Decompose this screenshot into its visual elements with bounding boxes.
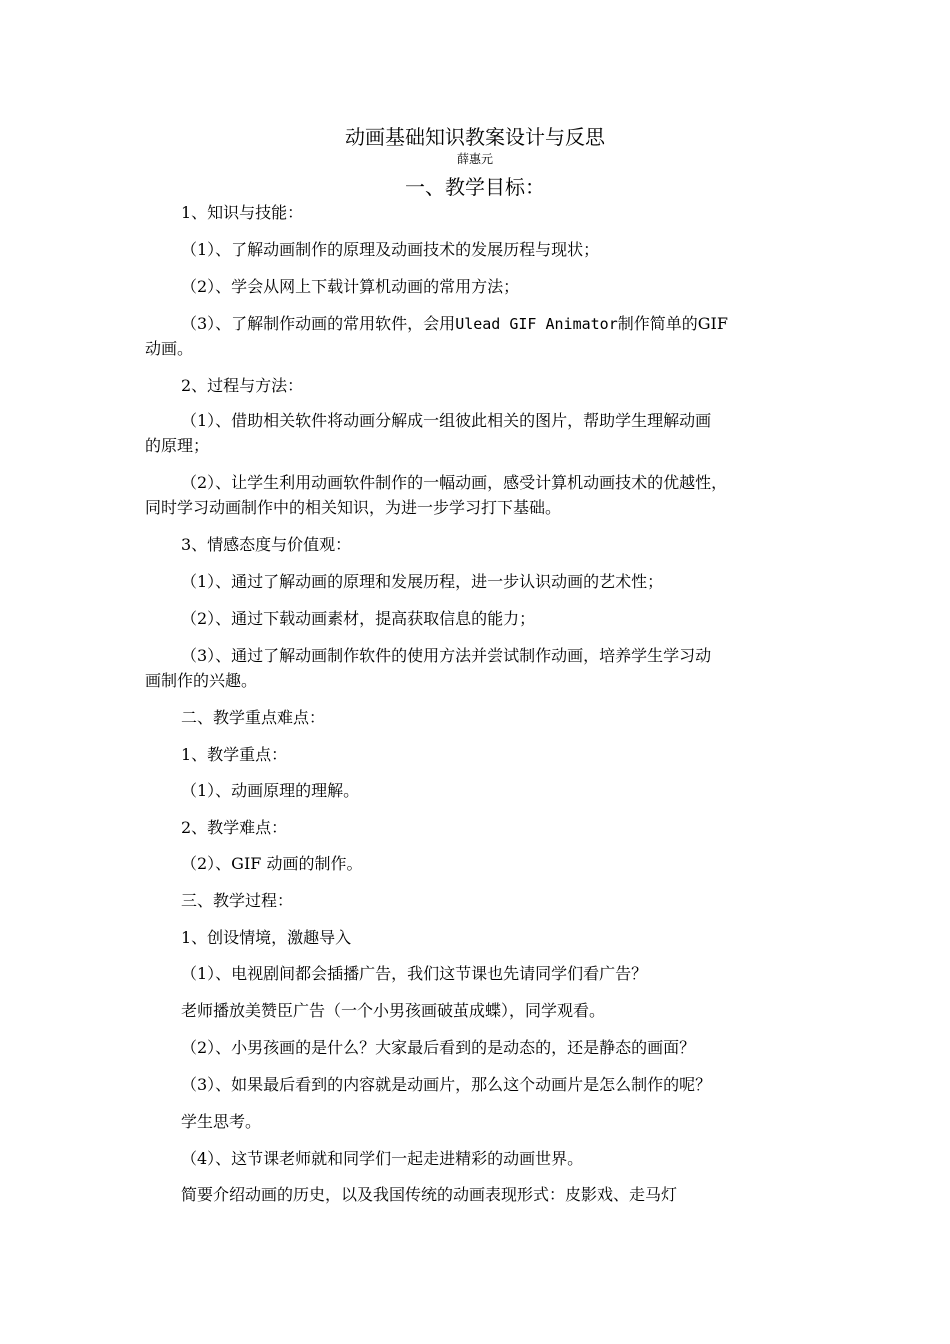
process-paragraph: 老师播放美赞臣广告（一个小男孩画破茧成蝶），同学观看。 <box>181 1001 606 1020</box>
software-name: Ulead GIF Animator <box>455 315 618 333</box>
document-title: 动画基础知识教案设计与反思 <box>345 125 605 149</box>
objective-item-continued: 画制作的兴趣。 <box>145 671 258 690</box>
focus-item: （1）、动画原理的理解。 <box>181 781 360 800</box>
process-paragraph: （2）、小男孩画的是什么？大家最后看到的是动态的，还是静态的画面？ <box>181 1038 696 1057</box>
objective-item-continued: 动画。 <box>145 339 194 358</box>
objective-item: （3）、通过了解动画制作软件的使用方法并尝试制作动画，培养学生学习动 <box>181 646 712 665</box>
process-paragraph: 简要介绍动画的历史，以及我国传统的动画表现形式：皮影戏、走马灯 <box>181 1185 678 1204</box>
process-step-heading: 1、创设情境，激趣导入 <box>181 928 352 947</box>
subheading-difficulty: 2、教学难点： <box>181 818 288 837</box>
author-name: 薛惠元 <box>456 152 493 166</box>
objective-item <box>181 314 728 334</box>
section-heading-key-points: 二、教学重点难点： <box>181 708 326 727</box>
format-name: GIF <box>697 314 728 333</box>
difficulty-item: （2）、GIF 动画的制作。 <box>181 854 363 873</box>
process-paragraph: （1）、电视剧间都会插播广告，我们这节课也先请同学们看广告？ <box>181 964 648 983</box>
objective-item: （1）、了解动画制作的原理及动画技术的发展历程与现状； <box>181 240 600 259</box>
process-paragraph: （3）、如果最后看到的内容就是动画片，那么这个动画片是怎么制作的呢？ <box>181 1075 712 1094</box>
objective-item: （2）、让学生利用动画软件制作的一幅动画，感受计算机动画技术的优越性， <box>181 473 728 492</box>
objective-item: （2）、学会从网上下载计算机动画的常用方法； <box>181 277 520 296</box>
objective-item: （1）、通过了解动画的原理和发展历程，进一步认识动画的艺术性； <box>181 572 664 591</box>
subheading-knowledge-skills: 1、知识与技能： <box>181 203 304 222</box>
text-span: 制作简单的 <box>617 314 698 333</box>
section-heading-process: 三、教学过程： <box>181 891 294 910</box>
process-paragraph: （4）、这节课老师就和同学们一起走进精彩的动画世界。 <box>181 1149 584 1168</box>
subheading-focus: 1、教学重点： <box>181 745 288 764</box>
objective-item-continued: 同时学习动画制作中的相关知识，为进一步学习打下基础。 <box>145 498 562 517</box>
process-paragraph: 学生思考。 <box>181 1112 262 1131</box>
section-heading-objectives: 一、教学目标： <box>405 175 545 199</box>
subheading-emotion-values: 3、情感态度与价值观： <box>181 535 352 554</box>
objective-item: （2）、通过下载动画素材，提高获取信息的能力； <box>181 609 536 628</box>
subheading-process-method: 2、过程与方法： <box>181 376 304 395</box>
objective-item-continued: 的原理； <box>145 436 210 455</box>
objective-item: （1）、借助相关软件将动画分解成一组彼此相关的图片，帮助学生理解动画 <box>181 411 712 430</box>
text-span: （3）、了解制作动画的常用软件，会用 <box>181 314 456 333</box>
